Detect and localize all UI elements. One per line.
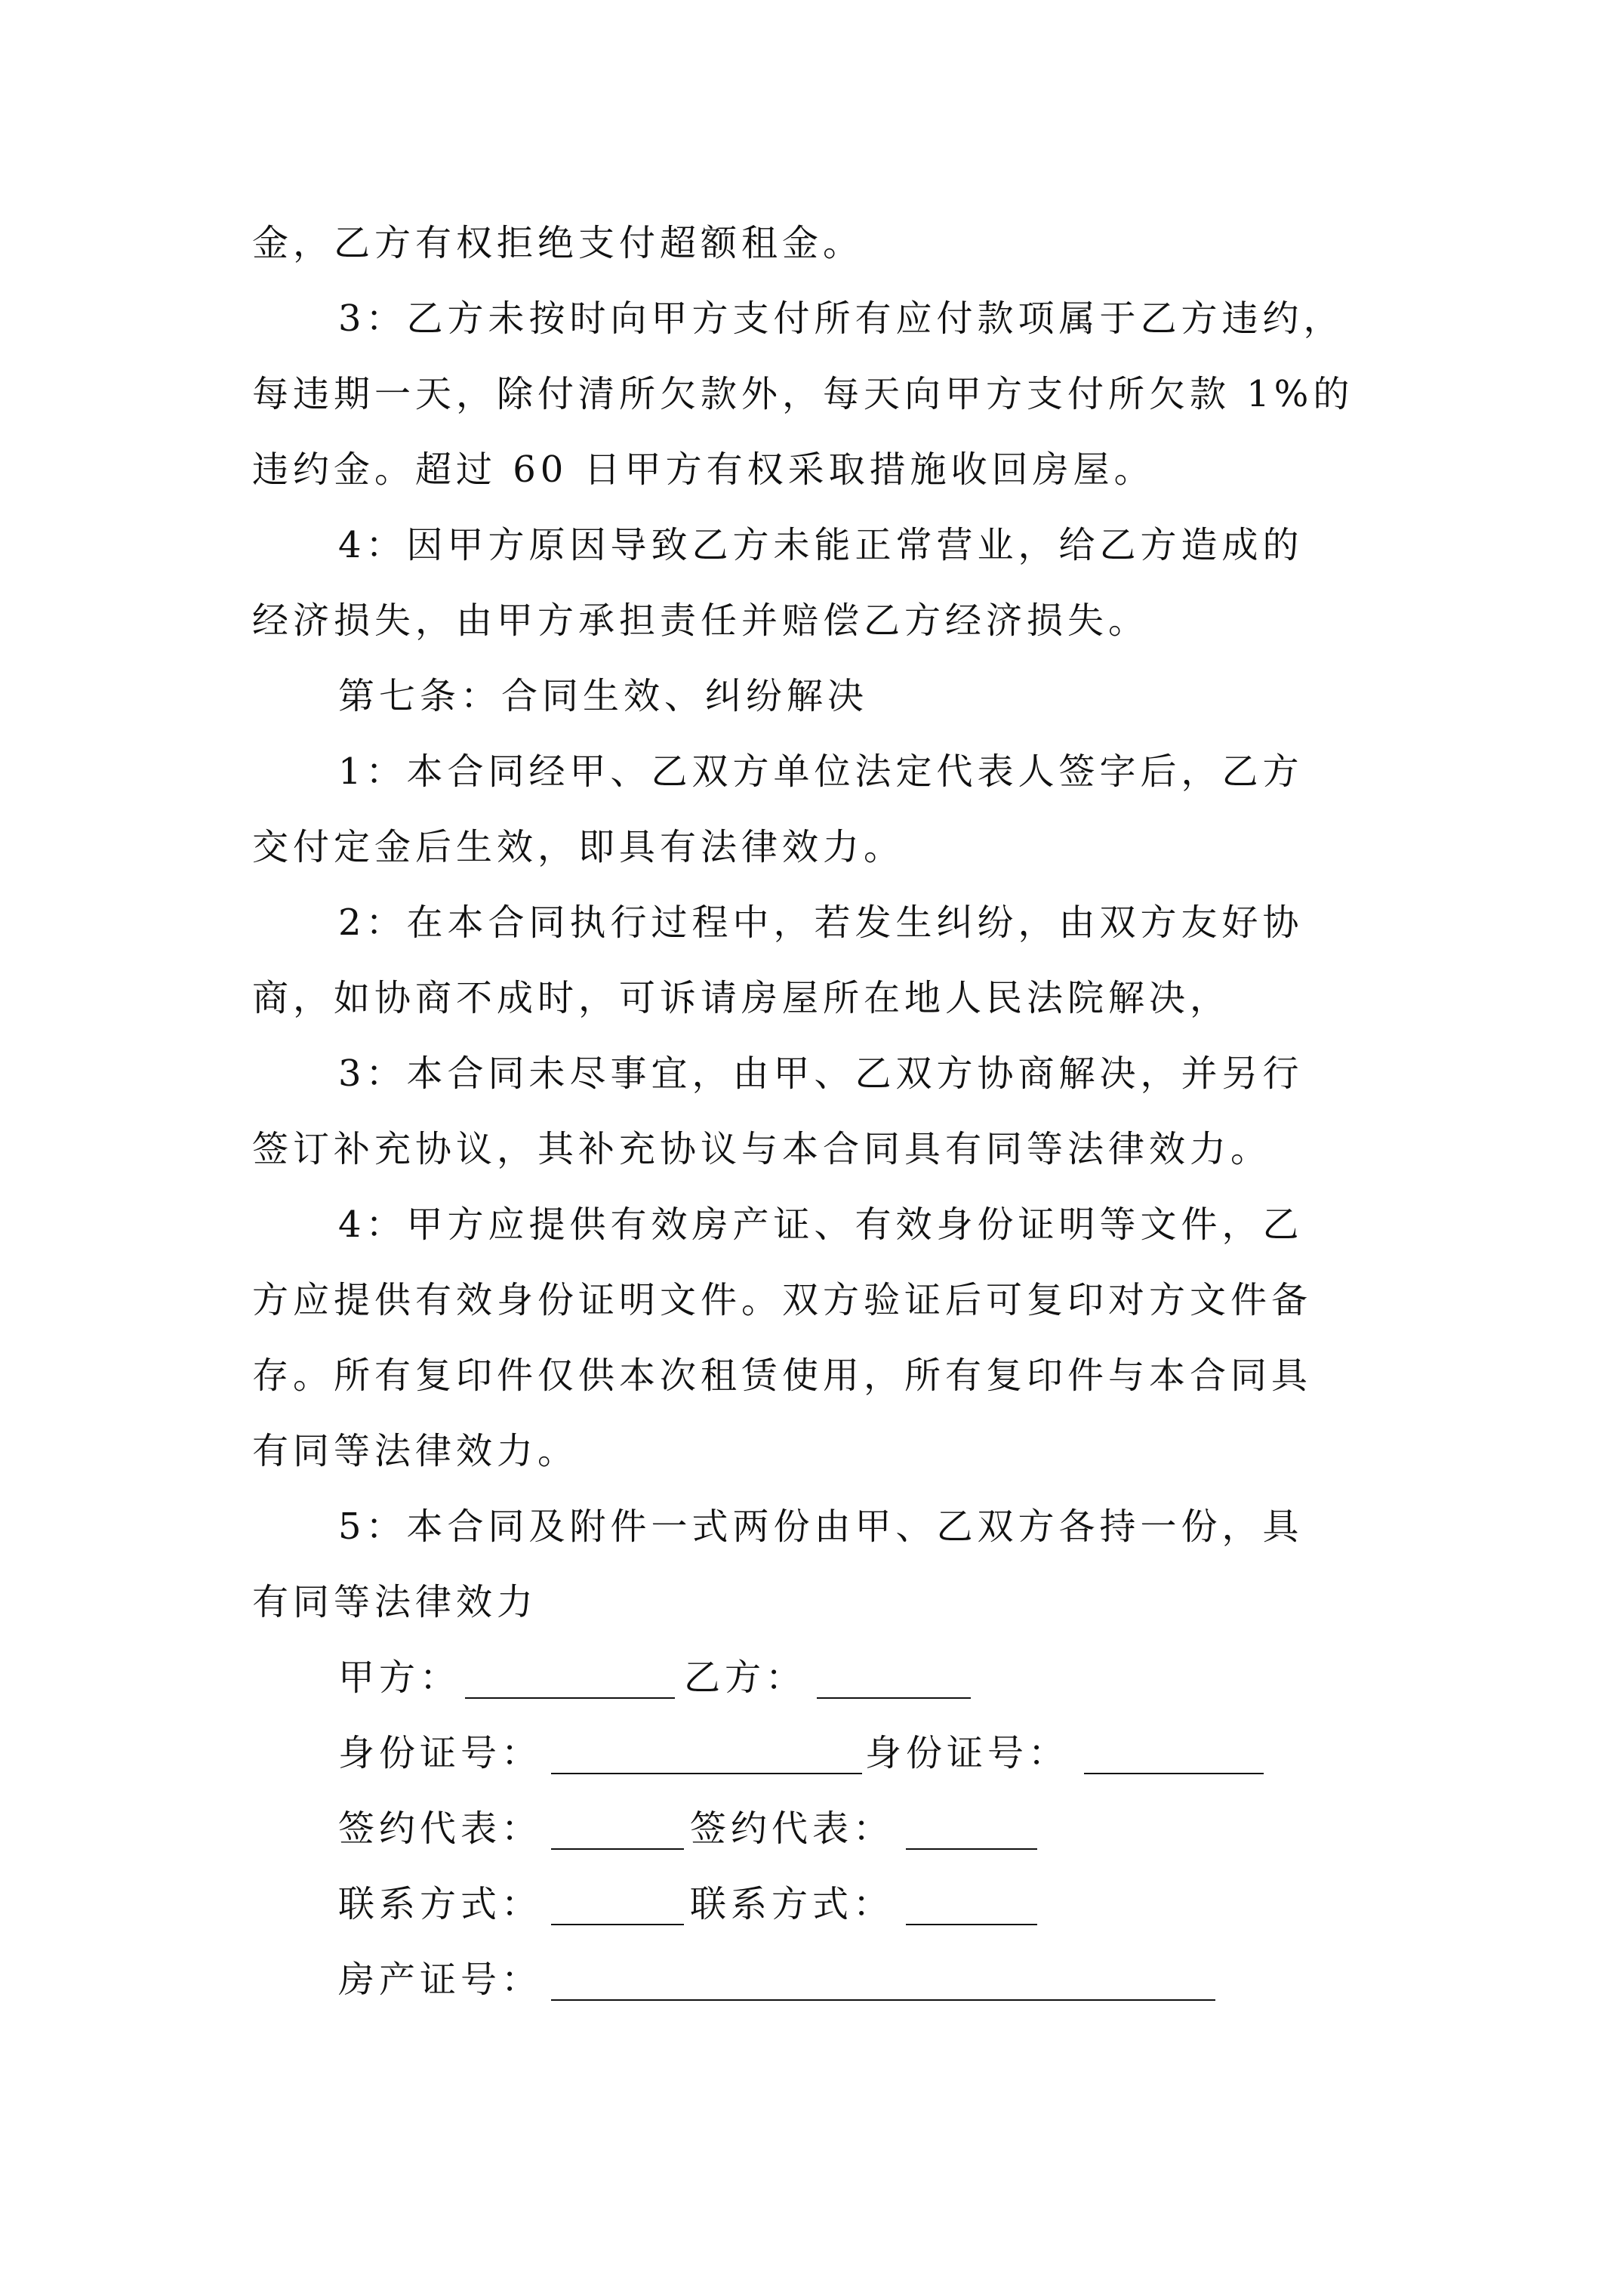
property-cert-label: 房产证号： xyxy=(338,1959,543,2001)
text-line: 每违期一天，除付清所欠款外，每天向甲方支付所欠款 1%的 xyxy=(252,373,1354,415)
text-line: 违约金。超过 60 日甲方有权采取措施收回房屋。 xyxy=(252,448,1155,491)
text-line: 1：本合同经甲、乙双方单位法定代表人签字后，乙方 xyxy=(338,750,1304,793)
signature-row-party xyxy=(338,1655,1018,1700)
text-line: 4：甲方应提供有效房产证、有效身份证明等文件，乙 xyxy=(338,1203,1304,1246)
id-a-blank[interactable] xyxy=(551,1773,862,1774)
text-line: 交付定金后生效，即具有法律效力。 xyxy=(252,826,905,868)
signature-row-rep xyxy=(338,1806,1018,1851)
text-line: 经济损失，由甲方承担责任并赔偿乙方经济损失。 xyxy=(252,599,1150,642)
contact-a-label: 联系方式： xyxy=(338,1883,543,1925)
rep-b-label: 签约代表： xyxy=(690,1808,895,1850)
id-b-blank[interactable] xyxy=(1084,1773,1264,1774)
contact-b-label: 联系方式： xyxy=(690,1883,895,1925)
text-line: 方应提供有效身份证明文件。双方验证后可复印对方文件备 xyxy=(252,1279,1313,1321)
text-line: 5：本合同及附件一式两份由甲、乙双方各持一份，具 xyxy=(338,1505,1304,1548)
signature-row-contact xyxy=(338,1881,1018,1927)
text-line: 3：乙方未按时向甲方支付所有应付款项属于乙方违约， xyxy=(338,297,1344,340)
section-heading: 第七条：合同生效、纠纷解决 xyxy=(338,675,869,717)
text-line: 有同等法律效力。 xyxy=(252,1430,579,1472)
rep-a-blank[interactable] xyxy=(551,1848,684,1850)
party-b-label: 乙方： xyxy=(684,1657,807,1699)
party-a-blank[interactable] xyxy=(465,1697,675,1699)
text-line: 存。所有复印件仅供本次租赁使用，所有复印件与本合同具 xyxy=(252,1354,1313,1397)
signature-row-id xyxy=(338,1730,1282,1776)
text-line: 有同等法律效力 xyxy=(252,1581,538,1623)
rep-a-label: 签约代表： xyxy=(338,1808,543,1850)
contact-a-blank[interactable] xyxy=(551,1924,684,1925)
party-b-blank[interactable] xyxy=(817,1697,971,1699)
text-line: 签订补充协议，其补充协议与本合同具有同等法律效力。 xyxy=(252,1128,1272,1170)
id-b-label: 身份证号： xyxy=(865,1732,1070,1774)
contact-b-blank[interactable] xyxy=(906,1924,1037,1925)
text-line: 2：在本合同执行过程中，若发生纠纷，由双方友好协 xyxy=(338,901,1304,944)
text-line: 商，如协商不成时，可诉请房屋所在地人民法院解决， xyxy=(252,977,1231,1019)
text-line: 4：因甲方原因导致乙方未能正常营业，给乙方造成的 xyxy=(338,524,1304,566)
rep-b-blank[interactable] xyxy=(906,1848,1037,1850)
text-line: 金，乙方有权拒绝支付超额租金。 xyxy=(252,222,864,264)
party-a-label: 甲方： xyxy=(338,1657,461,1699)
signature-row-property xyxy=(338,1957,1244,2002)
text-line: 3：本合同未尽事宜，由甲、乙双方协商解决，并另行 xyxy=(338,1052,1304,1095)
id-a-label: 身份证号： xyxy=(338,1732,543,1774)
property-cert-blank[interactable] xyxy=(551,1999,1215,2001)
